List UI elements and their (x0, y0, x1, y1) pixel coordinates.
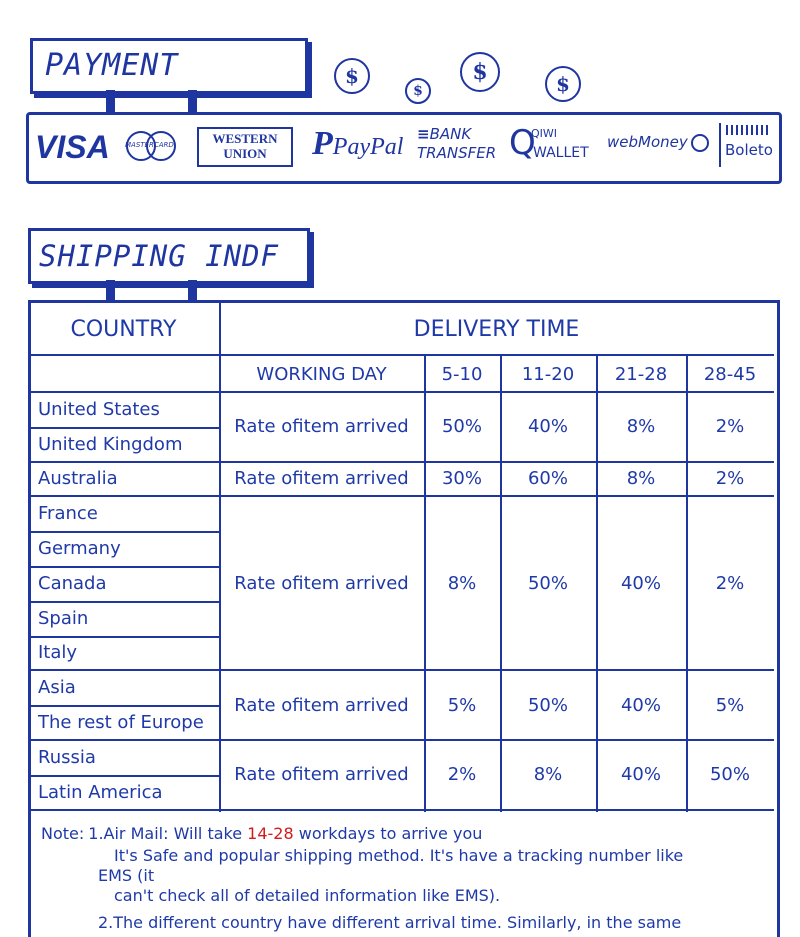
rate-label: Rate ofitem arrived (234, 764, 409, 786)
rate-value: 40% (527, 416, 568, 438)
shipping-title: SHIPPING INDF (39, 239, 279, 273)
table-rule (28, 354, 774, 356)
rate-value: 60% (527, 468, 568, 490)
paypal-logo: PPayPal (312, 125, 404, 162)
country-name: Germany (38, 538, 121, 560)
table-rule (28, 809, 774, 811)
country-name: Australia (38, 468, 118, 490)
rate-value: 50% (441, 416, 482, 438)
country-name: Asia (38, 677, 76, 699)
shipping-header-box (28, 228, 310, 284)
header-range: 5-10 (441, 363, 483, 385)
bank-transfer-logo: ≡BANK TRANSFER (417, 125, 497, 162)
rate-label: Rate ofitem arrived (234, 468, 409, 490)
rate-value: 8% (447, 572, 477, 594)
rate-label: Rate ofitem arrived (234, 572, 409, 594)
rate-value: 50% (527, 572, 568, 594)
country-name: Spain (38, 607, 89, 629)
country-name: United States (38, 398, 160, 420)
shipping-strut-right (188, 280, 197, 302)
rate-value: 2% (715, 468, 745, 490)
header-country: COUNTRY (70, 316, 177, 342)
rate-value: 2% (447, 764, 477, 786)
country-name: Canada (38, 572, 107, 594)
payment-header-box (30, 38, 308, 94)
rate-value: 40% (620, 572, 661, 594)
coin-icon: $ (334, 58, 370, 94)
rate-value: 8% (626, 468, 656, 490)
webmoney-logo: webMoney (607, 133, 709, 152)
webmoney-globe-icon (691, 134, 709, 152)
rate-value: 5% (447, 694, 477, 716)
rate-value: 2% (715, 572, 745, 594)
note-line-5: 2.The different country have different arrival time. Similarly, in the same (98, 913, 682, 932)
coin-icon: $ (460, 52, 500, 92)
header-range: 21-28 (614, 363, 668, 385)
western-union-logo: WESTERN UNION (197, 127, 293, 167)
rate-value: 8% (626, 416, 656, 438)
note-line-2: It's Safe and popular shipping method. It's have a tracking number like (114, 846, 684, 865)
country-name: Latin America (38, 781, 163, 803)
rate-value: 50% (709, 764, 750, 786)
header-working-day: WORKING DAY (256, 363, 387, 385)
note-line-1: Note: 1.Air Mail: Will take 14-28 workdays to arrive you (41, 824, 483, 843)
note-line-4: can't check all of detailed information like EMS). (114, 886, 501, 905)
coin-icon: $ (405, 78, 431, 104)
rate-value: 40% (620, 694, 661, 716)
header-range: 11-20 (521, 363, 575, 385)
note-line-3: EMS (it (98, 866, 155, 885)
note-label: Note: (41, 824, 85, 843)
country-name: The rest of Europe (38, 712, 204, 734)
country-name: France (38, 503, 98, 525)
rate-value: 5% (715, 694, 745, 716)
barcode-icon (726, 125, 768, 135)
payment-strut-left (106, 90, 115, 114)
rate-label: Rate ofitem arrived (234, 694, 409, 716)
header-range: 28-45 (703, 363, 757, 385)
payment-strut-right (188, 90, 197, 114)
qiwi-mark-icon: Q (509, 123, 536, 163)
mastercard-logo: MASTERCARD (123, 130, 181, 162)
header-delivery-time: DELIVERY TIME (413, 316, 580, 342)
visa-logo: VISA (35, 129, 110, 165)
country-name: Russia (38, 746, 96, 768)
rate-value: 8% (533, 764, 563, 786)
paypal-mark-icon: P (312, 125, 333, 162)
country-name: United Kingdom (38, 433, 183, 455)
rate-value: 2% (715, 416, 745, 438)
note-highlight: 14-28 (247, 824, 294, 843)
coin-icon: $ (545, 66, 581, 102)
rate-value: 50% (527, 694, 568, 716)
payment-methods-panel: VISA MASTERCARD WESTERN UNION PPayPal ≡BANK TRANSFER Q QIWI WALLET webMoney Boleto (26, 112, 782, 184)
country-name: Italy (38, 642, 78, 664)
payment-title: PAYMENT (45, 48, 179, 83)
rate-value: 30% (441, 468, 482, 490)
rate-value: 40% (620, 764, 661, 786)
rate-label: Rate ofitem arrived (234, 416, 409, 438)
boleto-logo: Boleto (719, 123, 773, 167)
shipping-strut-left (106, 280, 115, 302)
